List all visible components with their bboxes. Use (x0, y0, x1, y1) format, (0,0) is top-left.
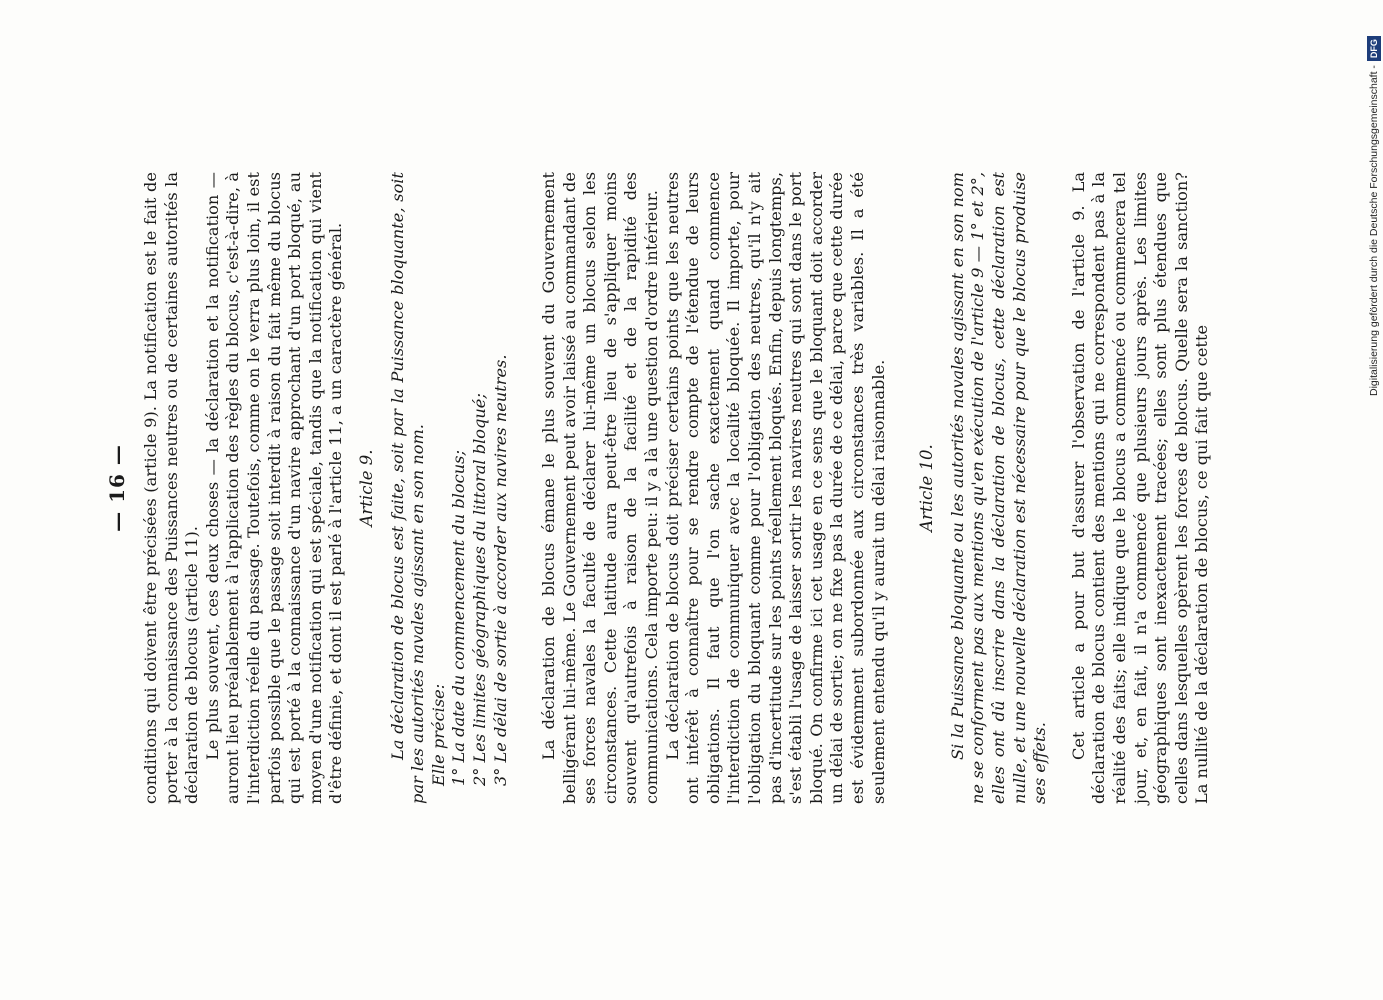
digitization-stamp (1364, 6, 1383, 396)
article-9-text: La déclaration de blocus est faite, soit par la Puissance bloquante, soit par les autorités navales agissant en son nom. (387, 172, 428, 804)
article-10-text: Si la Puissance bloquante ou les autorités navales agissant en son nom ne se conforment pas aux mentions qu'en exécution de l'article 9 — 1° et 2°, elles ont dû inscrire dans la déclaration de blocus, cette déclaration est nulle, et une nouvelle déclaration est nécessaire pour que le blocus produise ses effets. (947, 172, 1050, 804)
dfg-logo: DFG (1367, 36, 1381, 61)
paragraph-5: Cet article a pour but d'assurer l'observation de l'article 9. La déclaration de blocus contient des mentions qui ne correspondent pas à la réalité des faits; elle indique que le blocus a commencé ou commencera tel jour, et, en fait, il n'a commencé que plusieurs jours après. Les limites géographiques sont inexactement tracées; elles sont plus étendues que celles dans lesquelles opèrent les forces de blocus. Quelle sera la sanction? La nullité de la déclaration de blocus, ce qui fait que cette (1068, 172, 1212, 804)
paragraph-4: La déclaration de blocus doit préciser certains points que les neutres ont intérêt à connaître pour se rendre compte de l'étendue de leurs obligations. Il faut que l'on sache exactement quand commence l'interdiction de communiquer avec la localité bloquée. Il importe, pour l'obligation du bloquant comme pour l'obligation des neutres, qu'il n'y ait pas d'incertitude sur les points réellement bloqués. Enfin, depuis longtemps, s'est établi l'usage de laisser sortir les navires neutres qui sont dans le port bloqué. On confirme ici cet usage en ce sens que le bloquant doit accorder un délai de sortie; on ne fixe pas la durée de ce délai, parce que cette durée est évidemment subordonnée aux circonstances très variables. Il a été seulement entendu qu'il y aurait un délai raisonnable. (662, 172, 888, 804)
paragraph-2: Le plus souvent, ces deux choses — la déclaration et la notification — auront lieu préalablement à l'application des règles du blocus, c'est-à-dire, à l'interdiction réelle du passage. Toutefois, comme on le verra plus loin, il est parfois possible que le passage soit interdit à raison du fait même du blocus qui est porté à la connaissance d'un navire approchant d'un port bloqué, au moyen d'une notification qui est spéciale, tandis que la notification qui vient d'être définie, et dont il est parlé à l'article 11, a un caractère général. (202, 172, 346, 804)
article-9-item: 3° Le délai de sortie à accorder aux navires neutres. (490, 354, 510, 786)
article-9-intro: Elle précise: (428, 683, 448, 786)
article-9-item: 2° Les limites géographiques du littoral bloqué; (469, 393, 489, 786)
article-10-heading: Article 10. (917, 444, 937, 532)
page-number: — 16 — (105, 444, 129, 532)
article-9-heading: Article 9. (356, 449, 376, 527)
article-9-item: 1° La date du commencement du blocus; (449, 450, 469, 786)
paragraph-3: La déclaration de blocus émane le plus souvent du Gouvernement belligérant lui-même. Le Gouvernement peut avoir laissé au commandant de ses forces navales la faculté de déclarer lui-même un blocus selon les circonstances. Cette latitude aura peut-être lieu de s'appliquer moins souvent qu'autrefois à raison de la facilité et de la rapidité des communications. Cela importe peu: il y a là une question d'ordre intérieur. (539, 172, 662, 804)
stamp-text: Digitalisierung gefördert durch die Deutsche Forschungsgemeinschaft - (1368, 65, 1380, 396)
article-9-list (429, 172, 511, 804)
page-body (105, 172, 1213, 804)
rotated-page (105, 172, 1261, 818)
paragraph-1: conditions qui doivent être précisées (article 9). La notification est le fait de porter à la connaissance des Puissances neutres ou de certaines autorités la déclaration de blocus (article 11). (141, 172, 202, 804)
